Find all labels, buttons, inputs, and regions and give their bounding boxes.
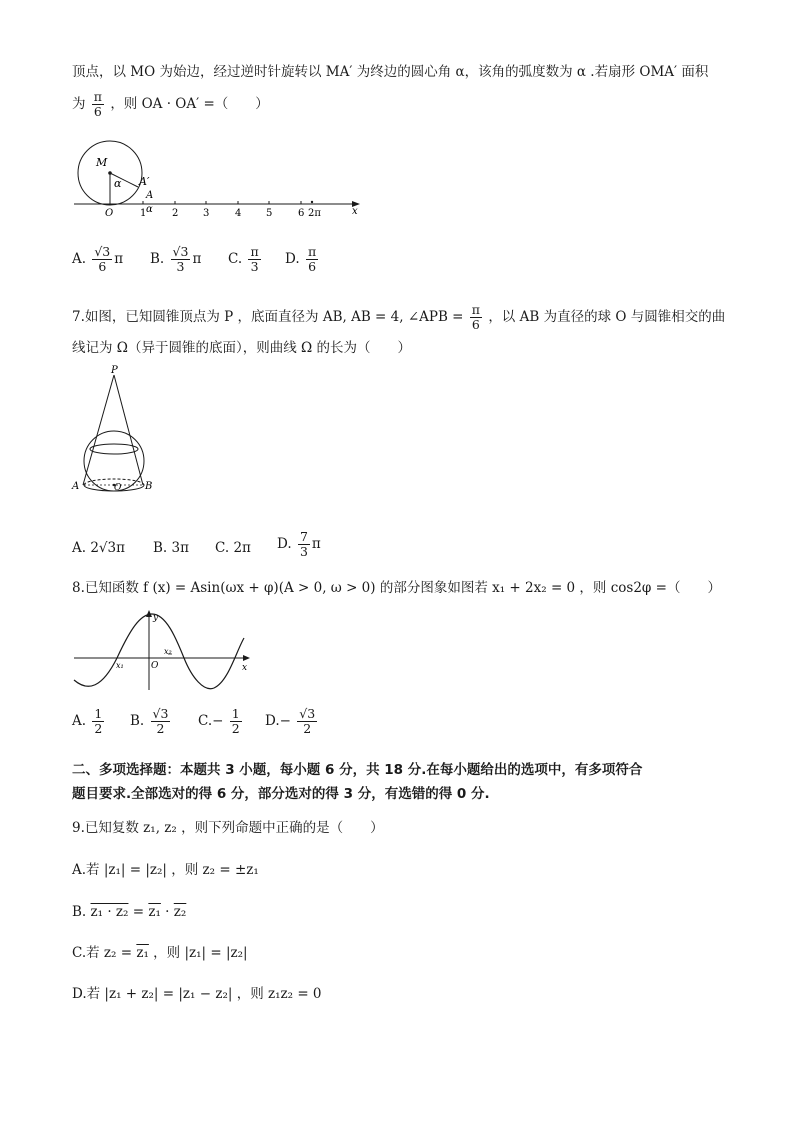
cone-left-edge bbox=[83, 375, 114, 485]
option-fraction bbox=[297, 707, 317, 736]
option-fraction bbox=[298, 530, 310, 559]
option-fraction bbox=[171, 245, 191, 274]
option-fraction bbox=[151, 707, 171, 736]
option-c-post: ，则 |z₁| = |z₂| bbox=[148, 945, 248, 961]
option-suffix: π bbox=[114, 251, 124, 267]
frac-numerator: π bbox=[471, 302, 481, 317]
q6-stem-line2 bbox=[72, 90, 269, 119]
tick-2pi-dot bbox=[311, 201, 313, 203]
label-p: P bbox=[111, 365, 118, 376]
q7-stem-line1 bbox=[72, 303, 725, 332]
option-label: B. bbox=[130, 713, 145, 729]
q6-stem-line1: 顶点，以 MO 为始边，经过逆时针旋转以 MA′ 为终边的圆心角 α，该角的弧度数为 α .若扇形 OMA′ 面积 bbox=[72, 64, 709, 80]
label-y: y bbox=[153, 613, 159, 623]
q9-option-b[interactable] bbox=[72, 902, 186, 922]
frac-denominator: 6 bbox=[93, 104, 102, 119]
option-label: D. bbox=[285, 251, 300, 267]
option-label: B. bbox=[72, 904, 87, 920]
section-heading-line2: 题目要求.全部选对的得 6 分，部分选对的得 3 分，有选错的得 0 分. bbox=[72, 786, 490, 802]
tick-label-6: 6 bbox=[298, 208, 305, 219]
option-label: A. bbox=[72, 713, 87, 729]
sine-curve bbox=[74, 614, 244, 689]
label-a: A bbox=[72, 481, 80, 492]
frac-numerator: π bbox=[250, 244, 259, 259]
conjugate-z1: z₁ bbox=[136, 945, 149, 961]
option-fraction bbox=[248, 245, 260, 274]
axis-x-arrow bbox=[243, 655, 250, 661]
q6-stem-pre: 为 bbox=[72, 96, 86, 112]
frac-denominator: 2 bbox=[94, 721, 103, 736]
q9-option-a[interactable]: A.若 |z₁| = |z₂| ，则 z₂ = ±z₁ bbox=[72, 862, 259, 878]
center-dot bbox=[108, 171, 112, 175]
conjugate-z1: z₁ bbox=[148, 904, 161, 920]
label-x: x bbox=[242, 663, 248, 673]
q9-option-c[interactable] bbox=[72, 943, 248, 963]
frac-denominator: 2 bbox=[231, 721, 240, 736]
option-label: D. bbox=[277, 536, 292, 552]
conjugate-product: z₁ · z₂ bbox=[90, 904, 129, 920]
option-suffix: π bbox=[192, 251, 202, 267]
frac-numerator: √3 bbox=[299, 706, 316, 721]
label-x1: x₁ bbox=[116, 661, 124, 670]
frac-denominator: 6 bbox=[308, 259, 317, 274]
label-alpha-axis: α bbox=[146, 204, 153, 215]
frac-numerator: 1 bbox=[231, 706, 240, 721]
q6-stem-post: ，则 OA · OA′ =（ ） bbox=[110, 96, 269, 112]
frac-denominator: 6 bbox=[471, 317, 480, 332]
option-fraction bbox=[92, 707, 104, 736]
dot-operator: · bbox=[160, 904, 174, 920]
tick-label-2pi: 2π bbox=[308, 208, 321, 219]
option-label: D. bbox=[265, 713, 280, 729]
q8-figure bbox=[72, 608, 252, 692]
frac-numerator: √3 bbox=[172, 244, 189, 259]
label-b: B bbox=[145, 481, 153, 492]
option-label: C. bbox=[228, 251, 243, 267]
q9-option-d[interactable]: D.若 |z₁ + z₂| = |z₁ − z₂| ，则 z₁z₂ = 0 bbox=[72, 986, 322, 1002]
frac-numerator: √3 bbox=[152, 706, 169, 721]
label-o: O bbox=[114, 483, 122, 493]
q8-stem: 8.已知函数 f (x) = Asin(ωx + φ)(A > 0, ω > 0) 的部分图象如图若 x₁ + 2x₂ = 0 ，则 cos2φ =（ ） bbox=[72, 580, 721, 596]
option-label: B. bbox=[150, 251, 165, 267]
cone-right-edge bbox=[114, 375, 143, 485]
q6-option-a[interactable] bbox=[72, 245, 123, 274]
q7-option-b[interactable] bbox=[153, 538, 189, 558]
frac-numerator: 7 bbox=[299, 529, 308, 544]
option-prefix: − bbox=[279, 713, 291, 729]
option-label: A. bbox=[72, 540, 87, 556]
option-fraction bbox=[230, 707, 242, 736]
intersection-curve bbox=[90, 444, 138, 454]
label-m: M bbox=[96, 156, 108, 169]
frac-numerator: π bbox=[93, 89, 103, 104]
frac-numerator: 1 bbox=[94, 706, 103, 721]
frac-denominator: 3 bbox=[299, 544, 308, 559]
frac-denominator: 3 bbox=[176, 259, 185, 274]
q7-option-a[interactable] bbox=[72, 538, 125, 558]
option-label: C. bbox=[198, 713, 213, 729]
option-fraction bbox=[306, 245, 318, 274]
label-o: O bbox=[105, 208, 114, 219]
label-alpha: α bbox=[114, 177, 122, 190]
option-c-pre: C.若 z₂ = bbox=[72, 945, 137, 961]
frac-denominator: 3 bbox=[250, 259, 259, 274]
q7-stem-pre: 7.如图，已知圆锥顶点为 P ，底面直径为 AB, AB = 4, ∠APB = bbox=[72, 309, 464, 325]
option-fraction bbox=[92, 245, 112, 274]
q8-option-a[interactable] bbox=[72, 707, 106, 736]
q8-option-d[interactable] bbox=[265, 707, 319, 736]
q7-stem-post: ，以 AB 为直径的球 O 与圆锥相交的曲 bbox=[488, 309, 726, 325]
frac-denominator: 2 bbox=[156, 721, 165, 736]
frac-numerator: √3 bbox=[94, 244, 111, 259]
sphere-outline bbox=[84, 431, 144, 491]
q7-stem-line2: 线记为 Ω（异于圆锥的底面），则曲线 Ω 的长为（ ） bbox=[72, 340, 412, 356]
q8-option-c[interactable] bbox=[198, 707, 244, 736]
option-suffix: π bbox=[311, 536, 321, 552]
q7-option-d[interactable] bbox=[277, 530, 321, 559]
q7-figure bbox=[68, 365, 168, 500]
option-label: B. bbox=[153, 540, 168, 556]
q7-option-c[interactable] bbox=[215, 538, 251, 558]
equals-sign: = bbox=[128, 904, 149, 920]
q6-option-c[interactable] bbox=[228, 245, 263, 274]
option-label: A. bbox=[72, 251, 87, 267]
label-a: A bbox=[146, 190, 154, 201]
q9-stem: 9.已知复数 z₁, z₂ ，则下列命题中正确的是（ ） bbox=[72, 820, 384, 836]
label-x2: x₂ bbox=[164, 647, 172, 656]
tick-label-2: 2 bbox=[172, 208, 179, 219]
section-heading-line1: 二、多项选择题：本题共 3 小题，每小题 6 分，共 18 分.在每小题给出的选项中，有多项符合 bbox=[72, 762, 643, 778]
tick-label-4: 4 bbox=[235, 208, 242, 219]
q7-stem-fraction bbox=[470, 303, 482, 332]
q6-option-d[interactable] bbox=[285, 245, 320, 274]
frac-numerator: π bbox=[307, 244, 317, 259]
frac-denominator: 2 bbox=[303, 721, 312, 736]
q6-figure bbox=[70, 132, 370, 224]
q6-stem-fraction bbox=[92, 90, 104, 119]
label-a-prime: A′ bbox=[139, 175, 150, 188]
tick-label-3: 3 bbox=[203, 208, 210, 219]
conjugate-z2: z₂ bbox=[173, 904, 187, 920]
option-text: 2π bbox=[233, 540, 251, 556]
frac-denominator: 6 bbox=[98, 259, 107, 274]
option-text: 2√3π bbox=[90, 540, 125, 556]
tick-label-1: 1 bbox=[140, 208, 147, 219]
option-text: 3π bbox=[171, 540, 189, 556]
option-label: C. bbox=[215, 540, 230, 556]
q6-option-b[interactable] bbox=[150, 245, 201, 274]
label-o: O bbox=[151, 661, 159, 671]
option-prefix: − bbox=[212, 713, 224, 729]
q8-option-b[interactable] bbox=[130, 707, 172, 736]
tick-label-5: 5 bbox=[266, 208, 273, 219]
label-x: x bbox=[352, 206, 358, 217]
